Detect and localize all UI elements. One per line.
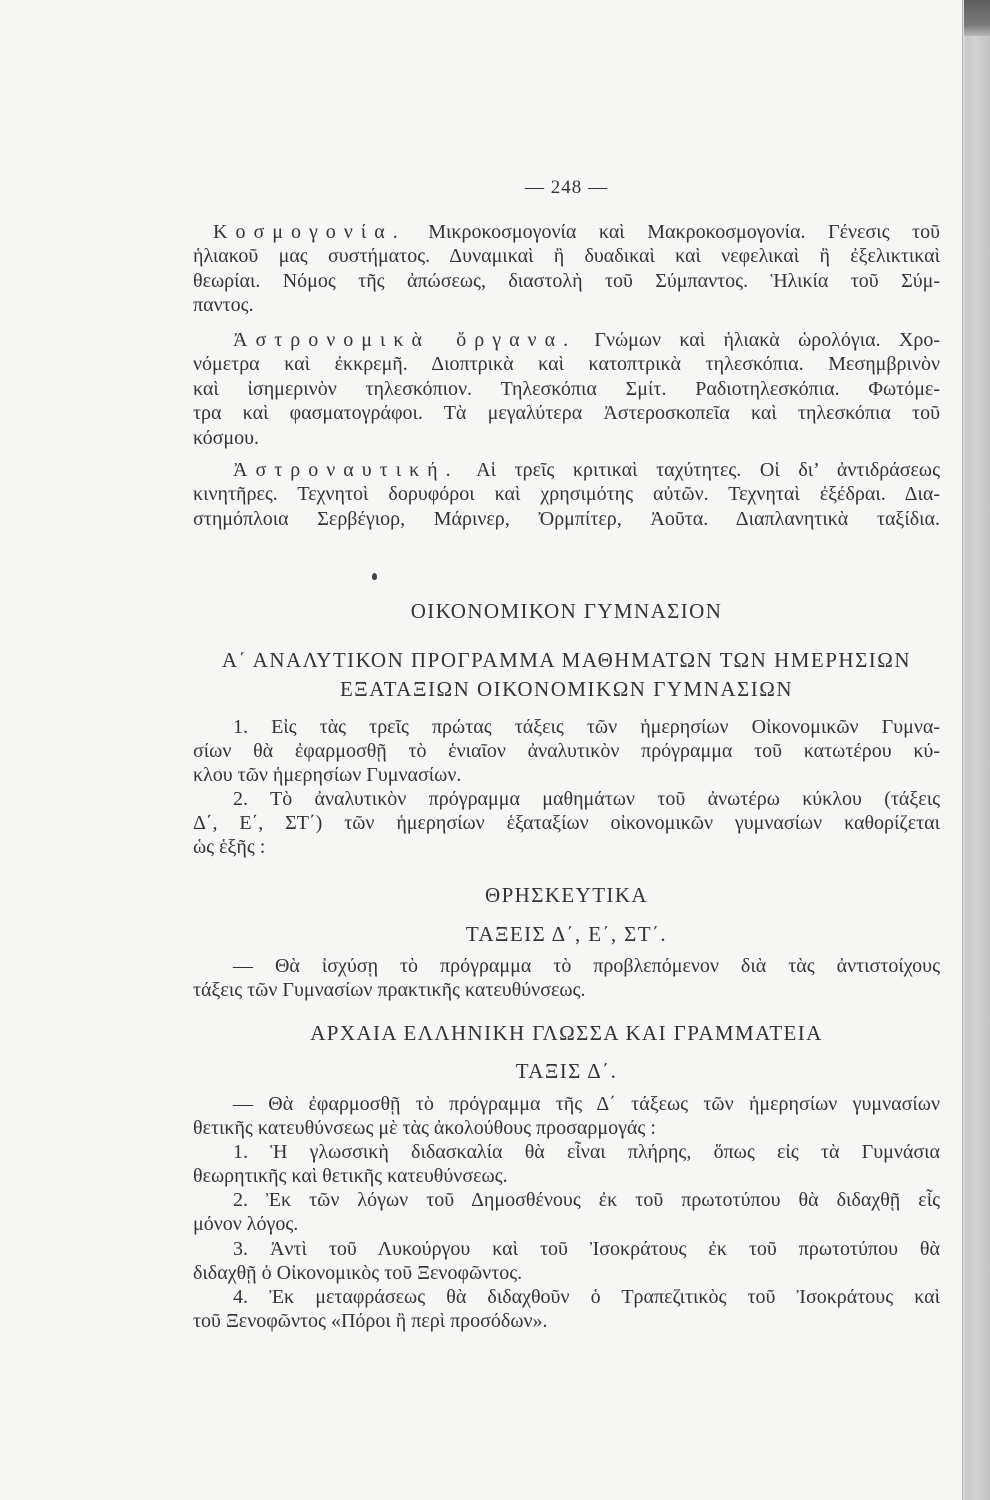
text-run: Γνώμων καὶ ἡλιακὰ ὡρολόγια. Χρο- <box>594 329 941 351</box>
text-line: ὡς ἑξῆς : <box>193 836 266 859</box>
text-line: κλου τῶν ἡμερησίων Γυμνασίων. <box>193 764 462 787</box>
scan-corner-shadow <box>964 0 990 36</box>
ancient-greek-classes <box>193 1057 940 1085</box>
text-line: θεωρητικῆς καὶ θετικῆς κατευθύνσεως. <box>193 1165 508 1188</box>
scan-edge-shadow <box>962 0 990 1500</box>
text-line: καὶ ἰσημερινὸν τηλεσκόπιον. Τηλεσκόπια Σμίτ. Ραδιοτηλεσκόπια. Φωτόμε- <box>193 377 940 400</box>
text-line: διδαχθῇ ὁ Οἰκονομικὸς τοῦ Ξενοφῶντος. <box>193 1261 523 1284</box>
text-run: Μικροκοσμογονία καὶ Μακροκοσμογονία. Γένεσις τοῦ <box>428 221 940 243</box>
text-run: Αἱ τρεῖς κριτικαὶ ταχύτητες. Οἱ δι’ ἀντιδράσεως <box>476 459 940 481</box>
text-line: — Θὰ ἐφαρμοσθῇ τὸ πρόγραμμα τῆς Δ΄ τάξεως τῶν ἡμερησίων γυμνασίων <box>233 1093 940 1115</box>
school-heading <box>193 597 940 625</box>
page-number: — 248 — <box>525 177 608 198</box>
page-header <box>193 176 940 200</box>
religion-classes <box>193 920 940 948</box>
text-line: 4. Ἐκ μεταφράσεως θὰ διδαχθοῦν ὁ Τραπεζιτικὸς τοῦ Ἰσοκράτους καὶ <box>233 1285 940 1308</box>
text-line: θετικῆς κατευθύνσεως μὲ τὰς ἀκολούθους προσαρμογάς : <box>193 1117 656 1140</box>
text-line: τρα καὶ φασματογράφοι. Τὰ μεγαλύτερα Ἀστεροσκοπεῖα καὶ τηλεσκόπια τοῦ <box>193 402 940 425</box>
text-line: Δ΄, Ε΄, ΣΤ΄) τῶν ἡμερησίων ἑξαταξίων οἰκονομικῶν γυμνασίων καθορίζεται <box>193 812 940 835</box>
class-heading: ΤΑΞΙΣ Δ΄. <box>515 1059 618 1083</box>
subject-heading: ΘΡΗΣΚΕΥΤΙΚΑ <box>485 883 648 907</box>
text-line: 1. Ἡ γλωσσικὴ διδασκαλία θὰ εἶναι πλήρης, ὅπως εἰς τὰ Γυμνάσια <box>233 1141 940 1164</box>
text-line: 2. Ἐκ τῶν λόγων τοῦ Δημοσθένους ἐκ τοῦ πρωτοτύπου θὰ διδαχθῇ εἷς <box>233 1189 940 1212</box>
subject-heading: ΑΡΧΑΙΑ ΕΛΛΗΝΙΚΗ ΓΛΩΣΣΑ ΚΑΙ ΓΡΑΜΜΑΤΕΙΑ <box>310 1021 823 1045</box>
text-line: κινητῆρες. Τεχνητοὶ δορυφόροι καὶ χρησιμότης αὐτῶν. Τεχνηταὶ ἐξέδραι. Δια- <box>193 483 940 506</box>
paragraph-instruments <box>193 328 940 450</box>
paragraph-astronautics <box>193 458 940 531</box>
religion-paragraph <box>193 954 940 1003</box>
spaced-term: Ἀστροναυτική. <box>233 459 459 481</box>
text-line: σίων θὰ ἐφαρμοσθῇ τὸ ἑνιαῖον ἀναλυτικὸν πρόγραμμα τοῦ κατωτέρου κύ- <box>193 740 940 763</box>
text-line: 3. Ἀντὶ τοῦ Λυκούργου καὶ τοῦ Ἰσοκράτους ἐκ τοῦ πρωτοτύπου θὰ <box>233 1237 940 1260</box>
text-line: τοῦ Ξενοφῶντος «Πόροι ἢ περὶ προσόδων». <box>193 1309 548 1332</box>
text-line: 2. Τὸ ἀναλυτικὸν πρόγραμμα μαθημάτων τοῦ ἀνωτέρω κύκλου (τάξεις <box>233 788 940 811</box>
program-title-line: ΕΞΑΤΑΞΙΩΝ ΟΙΚΟΝΟΜΙΚΩΝ ΓΥΜΝΑΣΙΩΝ <box>339 677 794 701</box>
spaced-term: Ἀστρονομικὰ ὄργανα. <box>233 329 577 351</box>
text-line: στημόπλοια Σερβέγιορ, Μάρινερ, Ὀρμπίτερ, Ἀοῦτα. Διαπλανητικὰ ταξίδια. <box>193 507 940 530</box>
text-line: — Θὰ ἰσχύσῃ τὸ πρόγραμμα τὸ προβλεπόμενον διὰ τὰς ἀντιστοίχους <box>233 955 940 977</box>
text-line: θεωρίαι. Νόμος τῆς ἀπώσεως, διαστολὴ τοῦ Σύμπαντος. Ἡλικία τοῦ Σύμ- <box>193 269 940 292</box>
program-heading <box>193 646 940 704</box>
intro-paragraphs <box>193 715 940 860</box>
text-line: κόσμου. <box>193 426 260 449</box>
text-line: τάξεις τῶν Γυμνασίων πρακτικῆς κατευθύνσεως. <box>193 979 586 1002</box>
text-line <box>193 458 940 482</box>
text-line: παντος. <box>193 294 254 317</box>
ancient-greek-paragraphs <box>193 1092 940 1333</box>
ancient-greek-heading <box>193 1019 940 1047</box>
text-line: νόμετρα καὶ ἐκκρεμῆ. Διοπτρικὰ καὶ κατοπτρικὰ τηλεσκόπια. Μεσημβρινὸν <box>193 353 940 376</box>
text-line: ἡλιακοῦ μας συστήματος. Δυναμικαὶ ἢ δυαδικαὶ καὶ νεφελικαὶ ἢ ἐξελικτικαὶ <box>193 245 940 268</box>
ink-spot <box>372 573 377 580</box>
class-heading: ΤΑΞΕΙΣ Δ΄, Ε΄, ΣΤ΄. <box>465 922 668 946</box>
spaced-term: Κοσμογονία. <box>213 221 406 243</box>
paragraph-cosmogony <box>193 220 940 318</box>
program-title-line: Α΄ ΑΝΑΛΥΤΙΚΟΝ ΠΡΟΓΡΑΜΜΑ ΜΑΘΗΜΑΤΩΝ ΤΩΝ ΗΜΕΡΗΣΙΩΝ <box>221 648 912 672</box>
text-line: 1. Εἰς τὰς τρεῖς πρώτας τάξεις τῶν ἡμερησίων Οἰκονομικῶν Γυμνα- <box>233 716 940 738</box>
section-heading: ΟΙΚΟΝΟΜΙΚΟΝ ΓΥΜΝΑΣΙΟΝ <box>410 599 723 623</box>
religion-heading <box>193 881 940 909</box>
text-line <box>193 328 940 352</box>
text-line: μόνον λόγος. <box>193 1213 299 1236</box>
text-line <box>193 220 940 244</box>
